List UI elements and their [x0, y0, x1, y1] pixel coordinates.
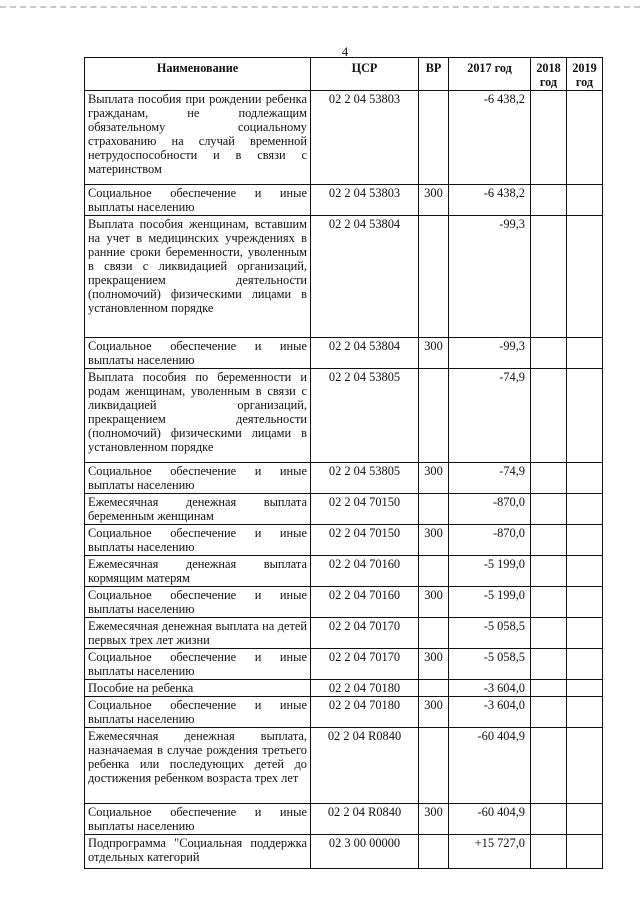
row-2019: [567, 463, 603, 494]
row-name: Социальное обеспечение и иные выплаты населению: [85, 463, 311, 494]
row-csr: 02 2 04 70150: [311, 494, 419, 525]
row-2017: -6 438,2: [449, 91, 531, 185]
page-number: 4: [341, 44, 349, 59]
row-name: Ежемесячная денежная выплата кормящим матерям: [85, 556, 311, 587]
header-2018: 2018 год: [531, 58, 567, 91]
row-csr: 02 2 04 53804: [311, 338, 419, 369]
table-row: [85, 649, 603, 680]
table-row: [85, 804, 603, 835]
row-vr: 300: [419, 463, 449, 494]
row-name: Социальное обеспечение и иные выплаты населению: [85, 185, 311, 216]
row-vr: 300: [419, 185, 449, 216]
row-2018: [531, 835, 567, 869]
row-csr: 02 2 04 70170: [311, 649, 419, 680]
row-name: Пособие на ребенка: [85, 680, 311, 697]
row-csr: 02 2 04 70180: [311, 680, 419, 697]
row-name: Выплата пособия по беременности и родам женщинам, уволенным в связи с ликвидацией организаций, прекращением деятельности (полномочий) физическими лицами в установленном порядке: [85, 369, 311, 463]
row-2019: [567, 556, 603, 587]
row-vr: [419, 680, 449, 697]
row-2018: [531, 369, 567, 463]
row-2017: +15 727,0: [449, 835, 531, 869]
row-2017: -5 199,0: [449, 587, 531, 618]
row-csr: 02 2 04 70170: [311, 618, 419, 649]
row-2019: [567, 587, 603, 618]
row-2018: [531, 680, 567, 697]
row-2018: [531, 463, 567, 494]
row-2017: -60 404,9: [449, 804, 531, 835]
row-2017: -99,3: [449, 338, 531, 369]
row-vr: 300: [419, 525, 449, 556]
row-2017: -60 404,9: [449, 728, 531, 804]
row-csr: 02 2 04 53805: [311, 369, 419, 463]
table-row: [85, 556, 603, 587]
table-row: [85, 680, 603, 697]
table-row: [85, 338, 603, 369]
row-2019: [567, 338, 603, 369]
row-2019: [567, 618, 603, 649]
row-2017: -99,3: [449, 216, 531, 338]
table-row: [85, 369, 603, 463]
row-vr: 300: [419, 804, 449, 835]
row-vr: [419, 216, 449, 338]
row-2019: [567, 494, 603, 525]
row-vr: 300: [419, 649, 449, 680]
row-name: Социальное обеспечение и иные выплаты населению: [85, 587, 311, 618]
table-row: [85, 587, 603, 618]
table-row: [85, 216, 603, 338]
row-2018: [531, 91, 567, 185]
row-csr: 02 2 04 70150: [311, 525, 419, 556]
row-2019: [567, 185, 603, 216]
row-2019: [567, 91, 603, 185]
row-2017: -3 604,0: [449, 697, 531, 728]
table-row: [85, 697, 603, 728]
row-2019: [567, 728, 603, 804]
row-vr: [419, 618, 449, 649]
row-2019: [567, 680, 603, 697]
row-2019: [567, 525, 603, 556]
row-csr: 02 2 04 53804: [311, 216, 419, 338]
header-2019: 2019 год: [567, 58, 603, 91]
row-csr: 02 3 00 00000: [311, 835, 419, 869]
row-2018: [531, 525, 567, 556]
row-csr: 02 2 04 53805: [311, 463, 419, 494]
row-csr: 02 2 04 70180: [311, 697, 419, 728]
row-csr: 02 2 04 70160: [311, 556, 419, 587]
row-2017: -870,0: [449, 494, 531, 525]
row-name: Социальное обеспечение и иные выплаты населению: [85, 804, 311, 835]
row-2019: [567, 804, 603, 835]
row-2017: -6 438,2: [449, 185, 531, 216]
header-vr: ВР: [419, 58, 449, 91]
row-2017: -74,9: [449, 369, 531, 463]
row-name: Выплата пособия женщинам, вставшим на учет в медицинских учреждениях в ранние сроки беременности, уволенным в связи с ликвидацией организаций, прекращением деятельности (полномочий) физическими лицами в установленном порядке: [85, 216, 311, 338]
table-row: [85, 525, 603, 556]
row-name: Социальное обеспечение и иные выплаты населению: [85, 525, 311, 556]
row-2019: [567, 649, 603, 680]
row-2018: [531, 697, 567, 728]
row-vr: [419, 728, 449, 804]
row-2018: [531, 216, 567, 338]
row-vr: [419, 91, 449, 185]
row-vr: 300: [419, 697, 449, 728]
row-2019: [567, 369, 603, 463]
row-name: Ежемесячная денежная выплата, назначаемая в случае рождения третьего ребенка или последующих детей до достижения ребенком возраста трех лет: [85, 728, 311, 804]
row-2017: -870,0: [449, 525, 531, 556]
row-2017: -3 604,0: [449, 680, 531, 697]
row-2019: [567, 216, 603, 338]
budget-table: [84, 57, 603, 869]
table-row: [85, 728, 603, 804]
table-body: [85, 91, 603, 869]
row-csr: 02 2 04 53803: [311, 91, 419, 185]
row-name: Ежемесячная денежная выплата на детей первых трех лет жизни: [85, 618, 311, 649]
row-2018: [531, 185, 567, 216]
row-2018: [531, 494, 567, 525]
row-2018: [531, 649, 567, 680]
table-row: [85, 463, 603, 494]
row-2018: [531, 618, 567, 649]
page-top-edge: [0, 6, 640, 8]
row-2018: [531, 338, 567, 369]
row-name: Социальное обеспечение и иные выплаты населению: [85, 649, 311, 680]
row-csr: 02 2 04 R0840: [311, 728, 419, 804]
row-csr: 02 2 04 53803: [311, 185, 419, 216]
row-vr: [419, 835, 449, 869]
row-name: Социальное обеспечение и иные выплаты населению: [85, 338, 311, 369]
row-2017: -5 058,5: [449, 649, 531, 680]
row-2019: [567, 697, 603, 728]
row-vr: 300: [419, 587, 449, 618]
row-name: Ежемесячная денежная выплата беременным женщинам: [85, 494, 311, 525]
table-row: [85, 835, 603, 869]
table-row: [85, 185, 603, 216]
row-2019: [567, 835, 603, 869]
row-2018: [531, 587, 567, 618]
header-csr: ЦСР: [311, 58, 419, 91]
table-row: [85, 618, 603, 649]
row-2018: [531, 556, 567, 587]
row-name: Выплата пособия при рождении ребенка гражданам, не подлежащим обязательному социальному страхованию на случай временной нетрудоспособности и в связи с материнством: [85, 91, 311, 185]
row-name: Социальное обеспечение и иные выплаты населению: [85, 697, 311, 728]
row-vr: 300: [419, 338, 449, 369]
row-vr: [419, 556, 449, 587]
row-vr: [419, 494, 449, 525]
table-header-row: [85, 58, 603, 91]
row-csr: 02 2 04 R0840: [311, 804, 419, 835]
row-vr: [419, 369, 449, 463]
row-2017: -5 199,0: [449, 556, 531, 587]
row-2018: [531, 804, 567, 835]
row-2017: -5 058,5: [449, 618, 531, 649]
row-2018: [531, 728, 567, 804]
table-row: [85, 494, 603, 525]
header-2017: 2017 год: [449, 58, 531, 91]
row-csr: 02 2 04 70160: [311, 587, 419, 618]
table-row: [85, 91, 603, 185]
row-2017: -74,9: [449, 463, 531, 494]
header-name: Наименование: [85, 58, 311, 91]
row-name: Подпрограмма "Социальная поддержка отдельных категорий: [85, 835, 311, 869]
